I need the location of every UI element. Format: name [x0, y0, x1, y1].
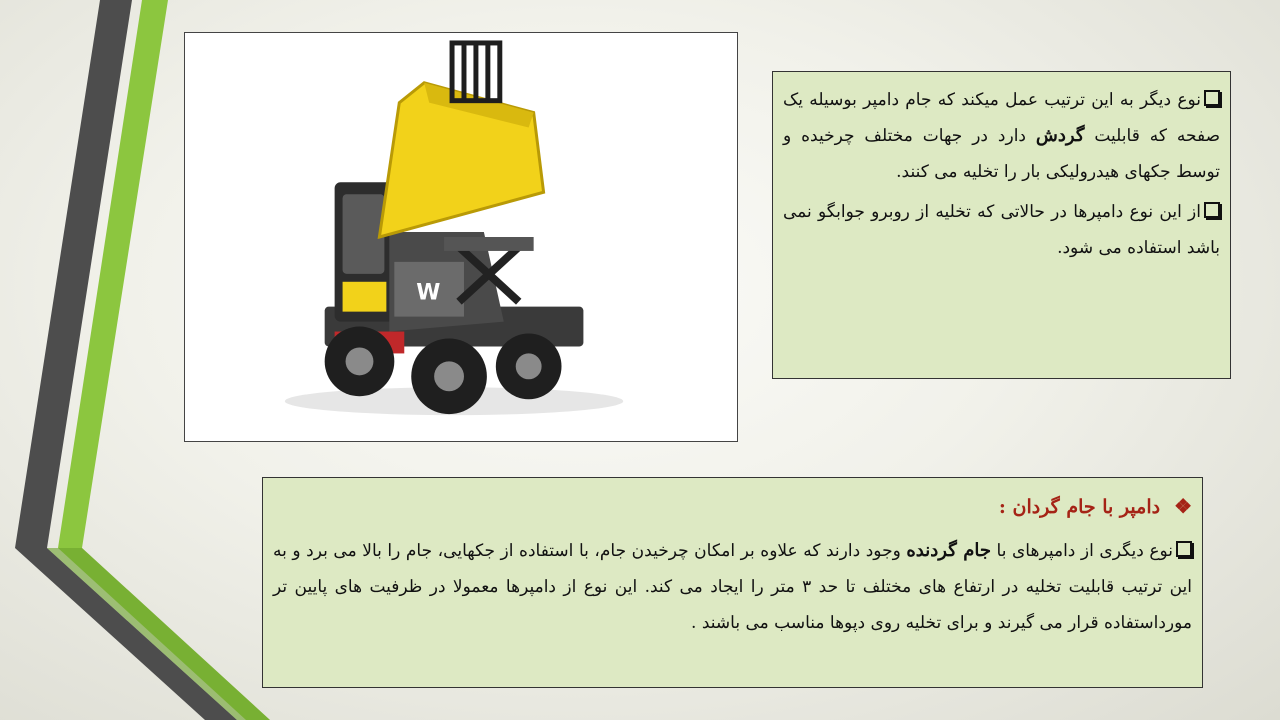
paragraph-swivel-mechanism: نوع دیگر به این ترتیب عمل میکند که جام دامپر بوسیله یک صفحه که قابلیت گردش دارد در جهات مختلف چرخیده و توسط جکهای هیدرولیکی بار را تخلیه می کنند. [783, 90, 1221, 182]
diamond-bullet-icon: ❖ [1174, 494, 1192, 518]
paragraph-swivel-usage: از این نوع دامپرها در حالاتی که تخلیه از روبرو جوابگو نمی باشد استفاده می شود. [783, 202, 1220, 258]
dumper-truck-image [185, 33, 737, 441]
swivel-skip-description-box [772, 71, 1231, 379]
dumper-photo [184, 32, 738, 442]
rotating-skip-description-box [262, 477, 1203, 688]
checkbox-bullet-icon [1204, 202, 1220, 218]
brand-mark: W [416, 280, 441, 306]
paragraph-rotating-skip: نوع دیگری از دامپرهای با جام گردنده وجود دارند که علاوه بر امکان چرخیدن جام، با استفاده از جکهایی، جام را بالا می برد و به این ترتیب قابلیت تخلیه در ارتفاع های مختلف تا حد ۳ متر را ایجاد می کند. این نوع از دامپرها معمولا در ظرفیت های پایین تر مورداستفاده قرار می گیرند و برای تخلیه روی دپوها مناسب می باشند . [273, 540, 1192, 633]
checkbox-bullet-icon [1176, 541, 1192, 557]
checkbox-bullet-icon [1204, 90, 1220, 106]
section-heading: ❖دامپر با جام گردان : [998, 494, 1192, 518]
